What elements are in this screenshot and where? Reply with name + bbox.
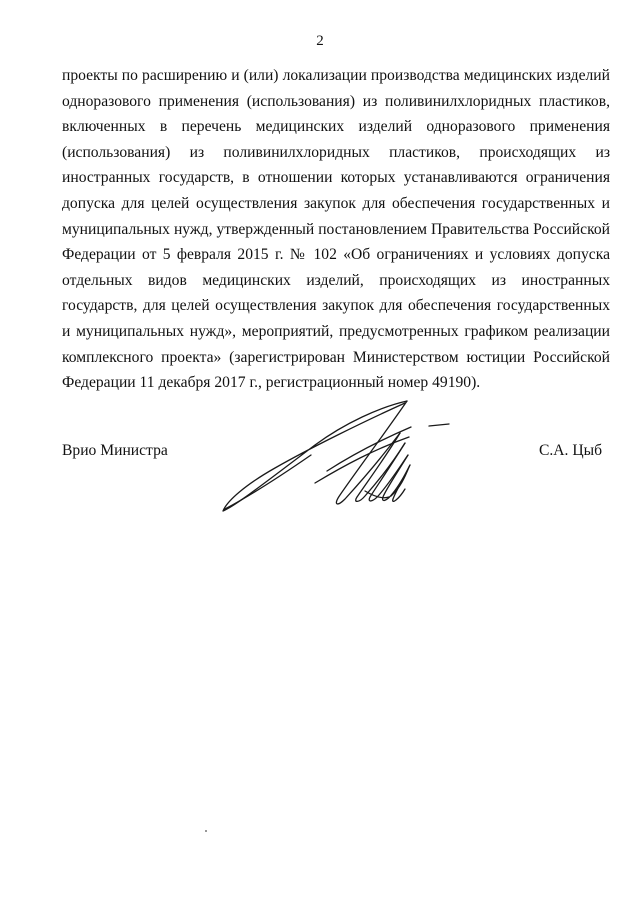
body-paragraph: проекты по расширению и (или) локализации производства медицинских изделий одноразового применения (использования) из поливинилхлоридных пластиков, включенных в перечень медицинских изделий одноразового применения (использования) из поливинилхлоридных пластиков, происходящих из иностранных государств, в отношении которых устанавливаются ограничения допуска для целей осуществления закупок для обеспечения государственных и муниципальных нужд, утвержденный постановлением Правительства Российской Федерации от 5 февраля 2015 г. № 102 «Об ограничениях и условиях допуска отдельных видов медицинских изделий, происходящих из иностранных государств, для целей осуществления закупок для обеспечения государственных и муниципальных нужд», мероприятий, предусмотренных графиком реализации комплексного проекта» (зарегистрирован Министерством юстиции Российской Федерации 11 декабря 2017 г., регистрационный номер 49190). xyxy=(62,67,610,392)
signatory-title: Врио Министра xyxy=(62,442,168,459)
scan-speck xyxy=(205,830,207,832)
page-number: 2 xyxy=(316,33,324,49)
handwritten-signature xyxy=(215,393,465,518)
signatory-name: С.А. Цыб xyxy=(538,442,602,459)
